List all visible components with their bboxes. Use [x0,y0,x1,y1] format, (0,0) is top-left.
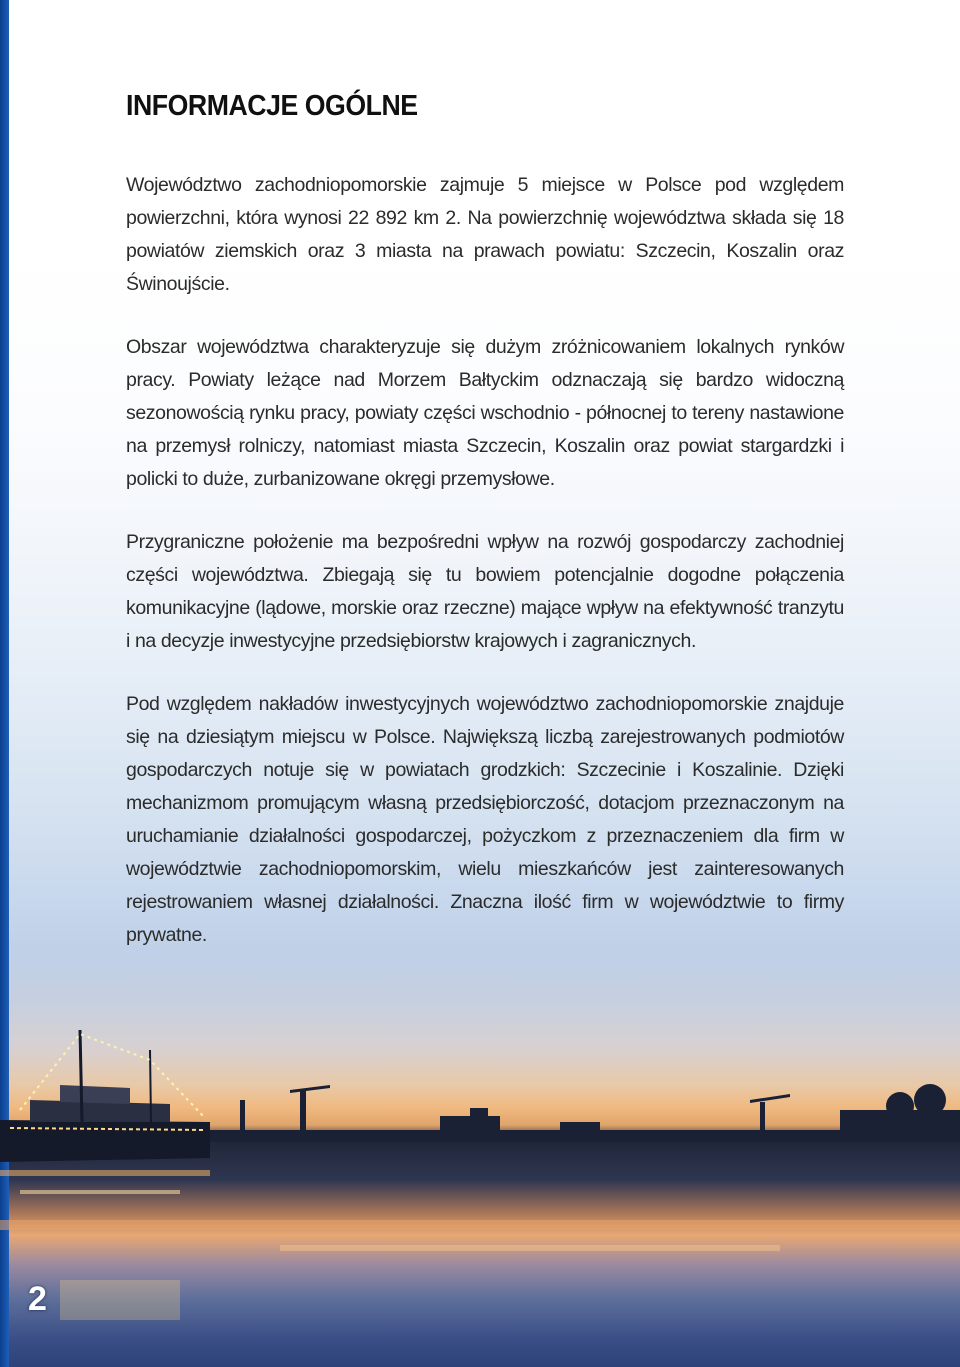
page-title: INFORMACJE OGÓLNE [126,90,418,122]
paragraph-4: Pod względem nakładów inwestycyjnych województwo zachodniopomorskie znajduje się na dziesiątym miejscu w Polsce. Największą liczbą zarejestrowanych podmiotów gospodarczych notuje się w powiatach grodzkich: Szczecinie i Koszalinie. Dzięki mechanizmom promującym własną przedsiębiorczość, dotacjom przeznaczonym na uruchamianie działalności gospodarczej, pożyczkom z przeznaczeniem dla firm w województwie zachodniopomorskim, wielu mieszkańców jest zainteresowanych rejestrowaniem własnej działalności. Znaczna ilość firm w województwie to firmy prywatne. [126,693,844,946]
water-reflections [0,1170,960,1320]
article [126,90,844,982]
page-number: 2 [28,1280,47,1318]
paragraph-2: Obszar województwa charakteryzuje się dużym zróżnicowaniem lokalnych rynków pracy. Powiaty leżące nad Morzem Bałtyckim odznaczają się bardzo widoczną sezonowością rynku pracy, powiaty części wschodnio - północnej to tereny nastawione na przemysł rolniczy, natomiast miasta Szczecin, Koszalin oraz powiat stargardzki i policki to duże, zurbanizowane okręgi przemysłowe. [126,336,844,490]
paragraph-1: Województwo zachodniopomorskie zajmuje 5 miejsce w Polsce pod względem powierzchni, która wynosi 22 892 km 2. Na powierzchnię województwa składa się 18 powiatów ziemskich oraz 3 miasta na prawach powiatu: Szczecin, Koszalin oraz Świnoujście. [126,174,844,295]
paragraph-3: Przygraniczne położenie ma bezpośredni wpływ na rozwój gospodarczy zachodniej części województwa. Zbiegają się tu bowiem potencjalnie dogodne połączenia komunikacyjne (lądowe, morskie oraz rzeczne) mające wpływ na efektywność tranzytu i na decyzje inwestycyjne przedsiębiorstw krajowych i zagranicznych. [126,531,844,652]
harbour-photo [0,1030,960,1367]
lit-ship [0,1030,210,1162]
